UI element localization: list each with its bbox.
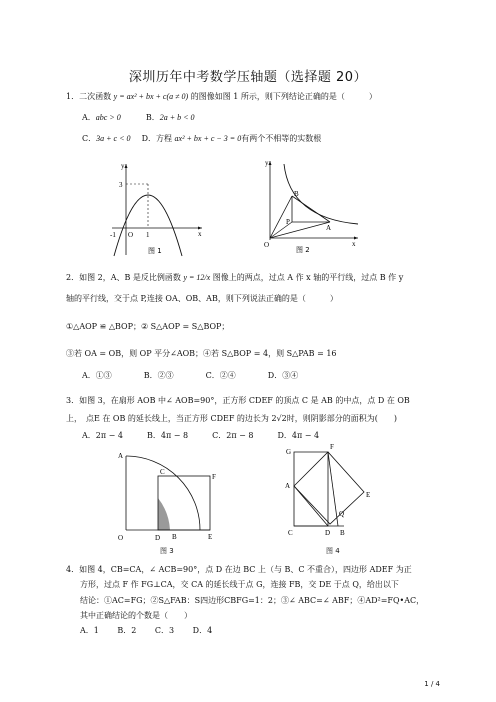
fig2-y-arrow	[269, 161, 272, 165]
fig1-x-label: x	[198, 230, 202, 238]
q3-options: A．2π − 4 B．4π − 8 C．2π − 8 D．4π − 4	[82, 431, 320, 440]
q1-opt-c: 3a + c < 0	[96, 134, 131, 143]
q1-stem-end: 的图像如图 1 所示，则下列结论正确的是（ ）	[188, 92, 377, 101]
q1-options-cd: C．3a + c < 0 D．方程 ax² + bx + c − 3 = 0有两个不相等的实数根	[82, 134, 322, 143]
figure-3-sector	[114, 446, 219, 544]
q1-opt-a-label: A．	[82, 113, 96, 122]
q2-options: A．①③ B．②③ C．②④ D．③④	[82, 371, 299, 380]
fig4-segment-ab	[294, 486, 328, 526]
q2-function-formula: y = 12/x	[183, 273, 211, 282]
fig3-label-f: F	[212, 473, 216, 481]
q1-opt-d-tail: 有两个不相等的实数根	[241, 134, 322, 143]
q1-opt-b: 2a + b < 0	[159, 113, 195, 122]
fig2-segment-oa	[270, 222, 330, 238]
fig4-label-a: A	[285, 482, 291, 490]
fig2-label-b: B	[294, 190, 299, 198]
q1-stem-formula: y = ax² + bx + c(a ≠ 0)	[113, 92, 189, 101]
q1-stem-start: 1．二次函数	[66, 92, 114, 101]
q4-line-3: 结论：①AC=FG；②S△FAB：S四边形CBFG=1：2；③∠ ABC=∠ ABF；④AD²=FQ•AC，	[80, 596, 425, 605]
fig3-shaded-region	[158, 498, 170, 530]
fig1-tick-neg1: -1	[110, 231, 116, 239]
fig1-y-arrow	[125, 164, 128, 168]
q1-opt-d-formula: ax² + bx + c − 3 = 0	[174, 134, 242, 143]
q1-opt-b-label: B．	[145, 113, 160, 122]
fig1-y-label: y	[121, 162, 125, 170]
fig1-origin: O	[128, 231, 134, 239]
fig1-tick-1: 1	[146, 231, 150, 239]
q2-line-2: 轴的平行线，交于点 P,连接 OA、OB、AB，则下列说法正确的是（ ）	[66, 294, 338, 303]
q4-options: A．1 B．2 C．3 D．4	[80, 626, 213, 635]
fig2-segment-ab	[292, 196, 330, 222]
q2-statements-2: ③若 OA = OB，则 OP 平分∠AOB；④若 S△BOP = 4，则 S△PAB = 16	[66, 349, 337, 358]
figure-1-parabola	[110, 160, 210, 260]
fig1-tick-3: 3	[119, 181, 123, 189]
fig4-square-adef	[294, 452, 364, 524]
fig3-label-d: D	[155, 534, 161, 542]
fig3-label-e: E	[208, 533, 213, 541]
fig4-caption: 图 4	[326, 547, 340, 555]
q2-line-1-end: 图像上的两点，过点 A 作 x 轴的平行线，过点 B 作 y	[210, 273, 404, 282]
page-number: 1 / 4	[424, 680, 440, 688]
fig3-label-b: B	[172, 533, 177, 541]
fig4-label-q: Q	[339, 510, 345, 518]
fig4-label-f: F	[330, 443, 334, 451]
q1-stem	[66, 92, 377, 102]
q3-line-2: 上， 点E 在 OB 的延长线上，当正方形 CDEF 的边长为 2√2时，则阴影部分的面积为( )	[66, 414, 397, 423]
fig3-label-c: C	[160, 468, 165, 476]
fig2-label-p: P	[286, 218, 290, 226]
fig2-segment-ob	[270, 196, 292, 238]
q4-line-2: 方形，过点 F 作 FG⊥CA，交 CA 的延长线于点 G，连接 FB，交 DE 于点 Q，给出以下	[80, 580, 399, 589]
fig2-x-label: x	[352, 240, 356, 248]
q3-line-1: 3．如图 3，在扇形 AOB 中∠ AOB=90°，正方形 CDEF 的顶点 C 是 AB 的中点，点 D 在 OB	[66, 396, 410, 405]
fig3-label-a: A	[118, 452, 124, 460]
fig4-segment-fb	[328, 452, 338, 526]
fig4-label-e: E	[366, 491, 371, 499]
q2-statements-1: ①△AOP ≌ △BOP；② S△AOP = S△BOP；	[66, 322, 230, 331]
q1-options-ab	[82, 113, 195, 123]
fig2-origin: O	[264, 241, 270, 249]
fig2-caption: 图 2	[296, 246, 310, 254]
fig4-rect-cbfg	[294, 452, 328, 526]
fig4-label-b: B	[340, 529, 345, 537]
fig4-label-g: G	[286, 448, 292, 456]
q2-line-1-start: 2．如图 2，A、B 是反比例函数	[66, 273, 184, 282]
fig3-label-o: O	[118, 534, 124, 542]
fig1-caption: 图 1	[148, 247, 162, 255]
fig3-caption: 图 3	[160, 547, 174, 555]
figure-2-hyperbola	[262, 158, 362, 258]
figure-4-squares	[282, 440, 377, 540]
page-title: 深圳历年中考数学压轴题（选择题 20）	[128, 70, 368, 85]
q4-line-4: 其中正确结论的个数是（ ）	[80, 611, 192, 620]
q2-line-1	[66, 273, 403, 283]
fig2-label-a: A	[326, 224, 332, 232]
q1-opt-a: abc > 0	[95, 113, 121, 122]
q1-opt-d-label: D．方程	[141, 134, 175, 143]
fig2-y-label: y	[265, 159, 269, 167]
q4-line-1: 4．如图 4，CB=CA，∠ ACB=90°，点 D 在边 BC 上（与 B、C 不重合），四边形 ADEF 为正	[66, 565, 412, 574]
fig4-label-c: C	[288, 529, 293, 537]
fig4-label-d: D	[325, 529, 331, 537]
